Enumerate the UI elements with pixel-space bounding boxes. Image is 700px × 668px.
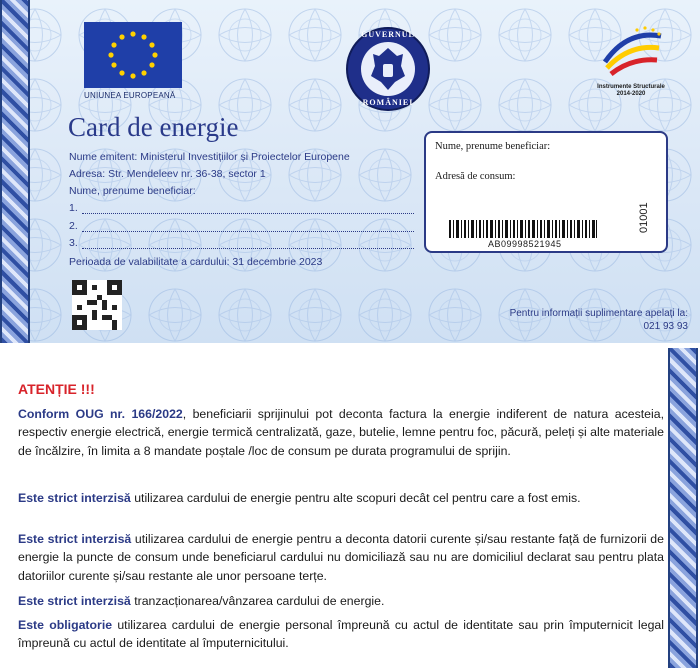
paragraph-obligation-text: utilizarea cardului de energie personal împreună cu actul de identitate sau prin împuternicit legal împreună cu actul de identitate al împuternicitului. — [18, 618, 664, 651]
beneficiary-line-1-label: 1. — [69, 202, 78, 214]
beneficiary-line-1 — [82, 213, 414, 214]
card-title: Card de energie — [68, 112, 239, 142]
beneficiary-line-2-label: 2. — [69, 220, 78, 232]
eu-label: UNIUNEA EUROPEANĂ — [84, 91, 176, 100]
paragraph-prohibition-3-bold: Este strict interzisă — [18, 594, 131, 608]
paragraph-oug — [18, 405, 664, 460]
paragraph-oug-bold: Conform OUG nr. 166/2022 — [18, 407, 183, 421]
info-label: Pentru informații suplimentare apelați la: — [509, 308, 688, 319]
paragraph-prohibition-2 — [18, 530, 664, 585]
paragraph-prohibition-3-text: tranzacționarea/vânzarea cardului de energie. — [130, 594, 385, 608]
decorative-band-right — [668, 348, 698, 668]
barcode-icon — [449, 220, 597, 238]
warning-title: ATENȚIE !!! — [18, 381, 95, 397]
beneficiary-line-3 — [82, 248, 414, 249]
paragraph-prohibition-1 — [18, 489, 664, 507]
vertical-code: 01001 — [638, 202, 650, 233]
barcode-number: AB09998521945 — [488, 239, 562, 249]
id-address-label: Adresă de consum: — [435, 171, 516, 182]
address-text: Adresa: Str. Mendeleev nr. 36-38, sector 1 — [69, 168, 266, 180]
paragraph-prohibition-1-bold: Este strict interzisă — [18, 491, 131, 505]
structural-instruments-label: Instrumente Structurale 2014-2020 — [597, 84, 665, 97]
paragraph-oug-text: , beneficiarii sprijinului pot deconta factura la energie indiferent de natura acesteia, respectiv energie electrică, energie termică centralizată, gaze, butelie, lemne pentru foc, păcură, peleți și alte materiale de încălzire, în limita a 8 mandate poștale /loc de consum pe durata programului de sprijin. — [18, 407, 664, 458]
info-phone: 021 93 93 — [643, 321, 688, 332]
seal-top-text: GUVERNUL — [361, 30, 415, 39]
decorative-band-left — [0, 0, 30, 343]
eu-flag-icon — [84, 22, 182, 88]
validity-text: Perioada de valabilitate a cardului: 31 decembrie 2023 — [69, 256, 323, 268]
paragraph-prohibition-2-text: utilizarea cardului de energie pentru a deconta datorii curente și/sau restante față de furnizorii de energie la puncte de consum unde beneficiarul cardului nu domiciliază sau nu are domiciliul declarat sau pentru plata datoriilor curente și/sau restante ale unor persoane terțe. — [18, 532, 664, 583]
paragraph-obligation-bold: Este obligatorie — [18, 618, 113, 632]
beneficiary-line-2 — [82, 231, 414, 232]
seal-bottom-text: ROMÂNIEI — [362, 98, 414, 107]
paragraph-prohibition-3 — [18, 592, 664, 610]
paragraph-prohibition-2-bold: Este strict interzisă — [18, 532, 132, 546]
beneficiary-line-3-label: 3. — [69, 237, 78, 249]
paragraph-prohibition-1-text: utilizarea cardului de energie pentru alte scopuri decât cel pentru care a fost emis. — [130, 491, 581, 505]
qr-code-icon — [72, 280, 122, 330]
government-seal-icon — [345, 26, 431, 112]
structural-instruments-logo — [597, 22, 669, 80]
identification-box — [424, 131, 668, 253]
beneficiary-label: Nume, prenume beneficiar: — [69, 185, 196, 197]
id-beneficiary-label: Nume, prenume beneficiar: — [435, 141, 551, 152]
issuer-text: Nume emitent: Ministerul Investițiilor și Proiectelor Europene — [69, 151, 350, 163]
paragraph-obligation — [18, 616, 664, 653]
